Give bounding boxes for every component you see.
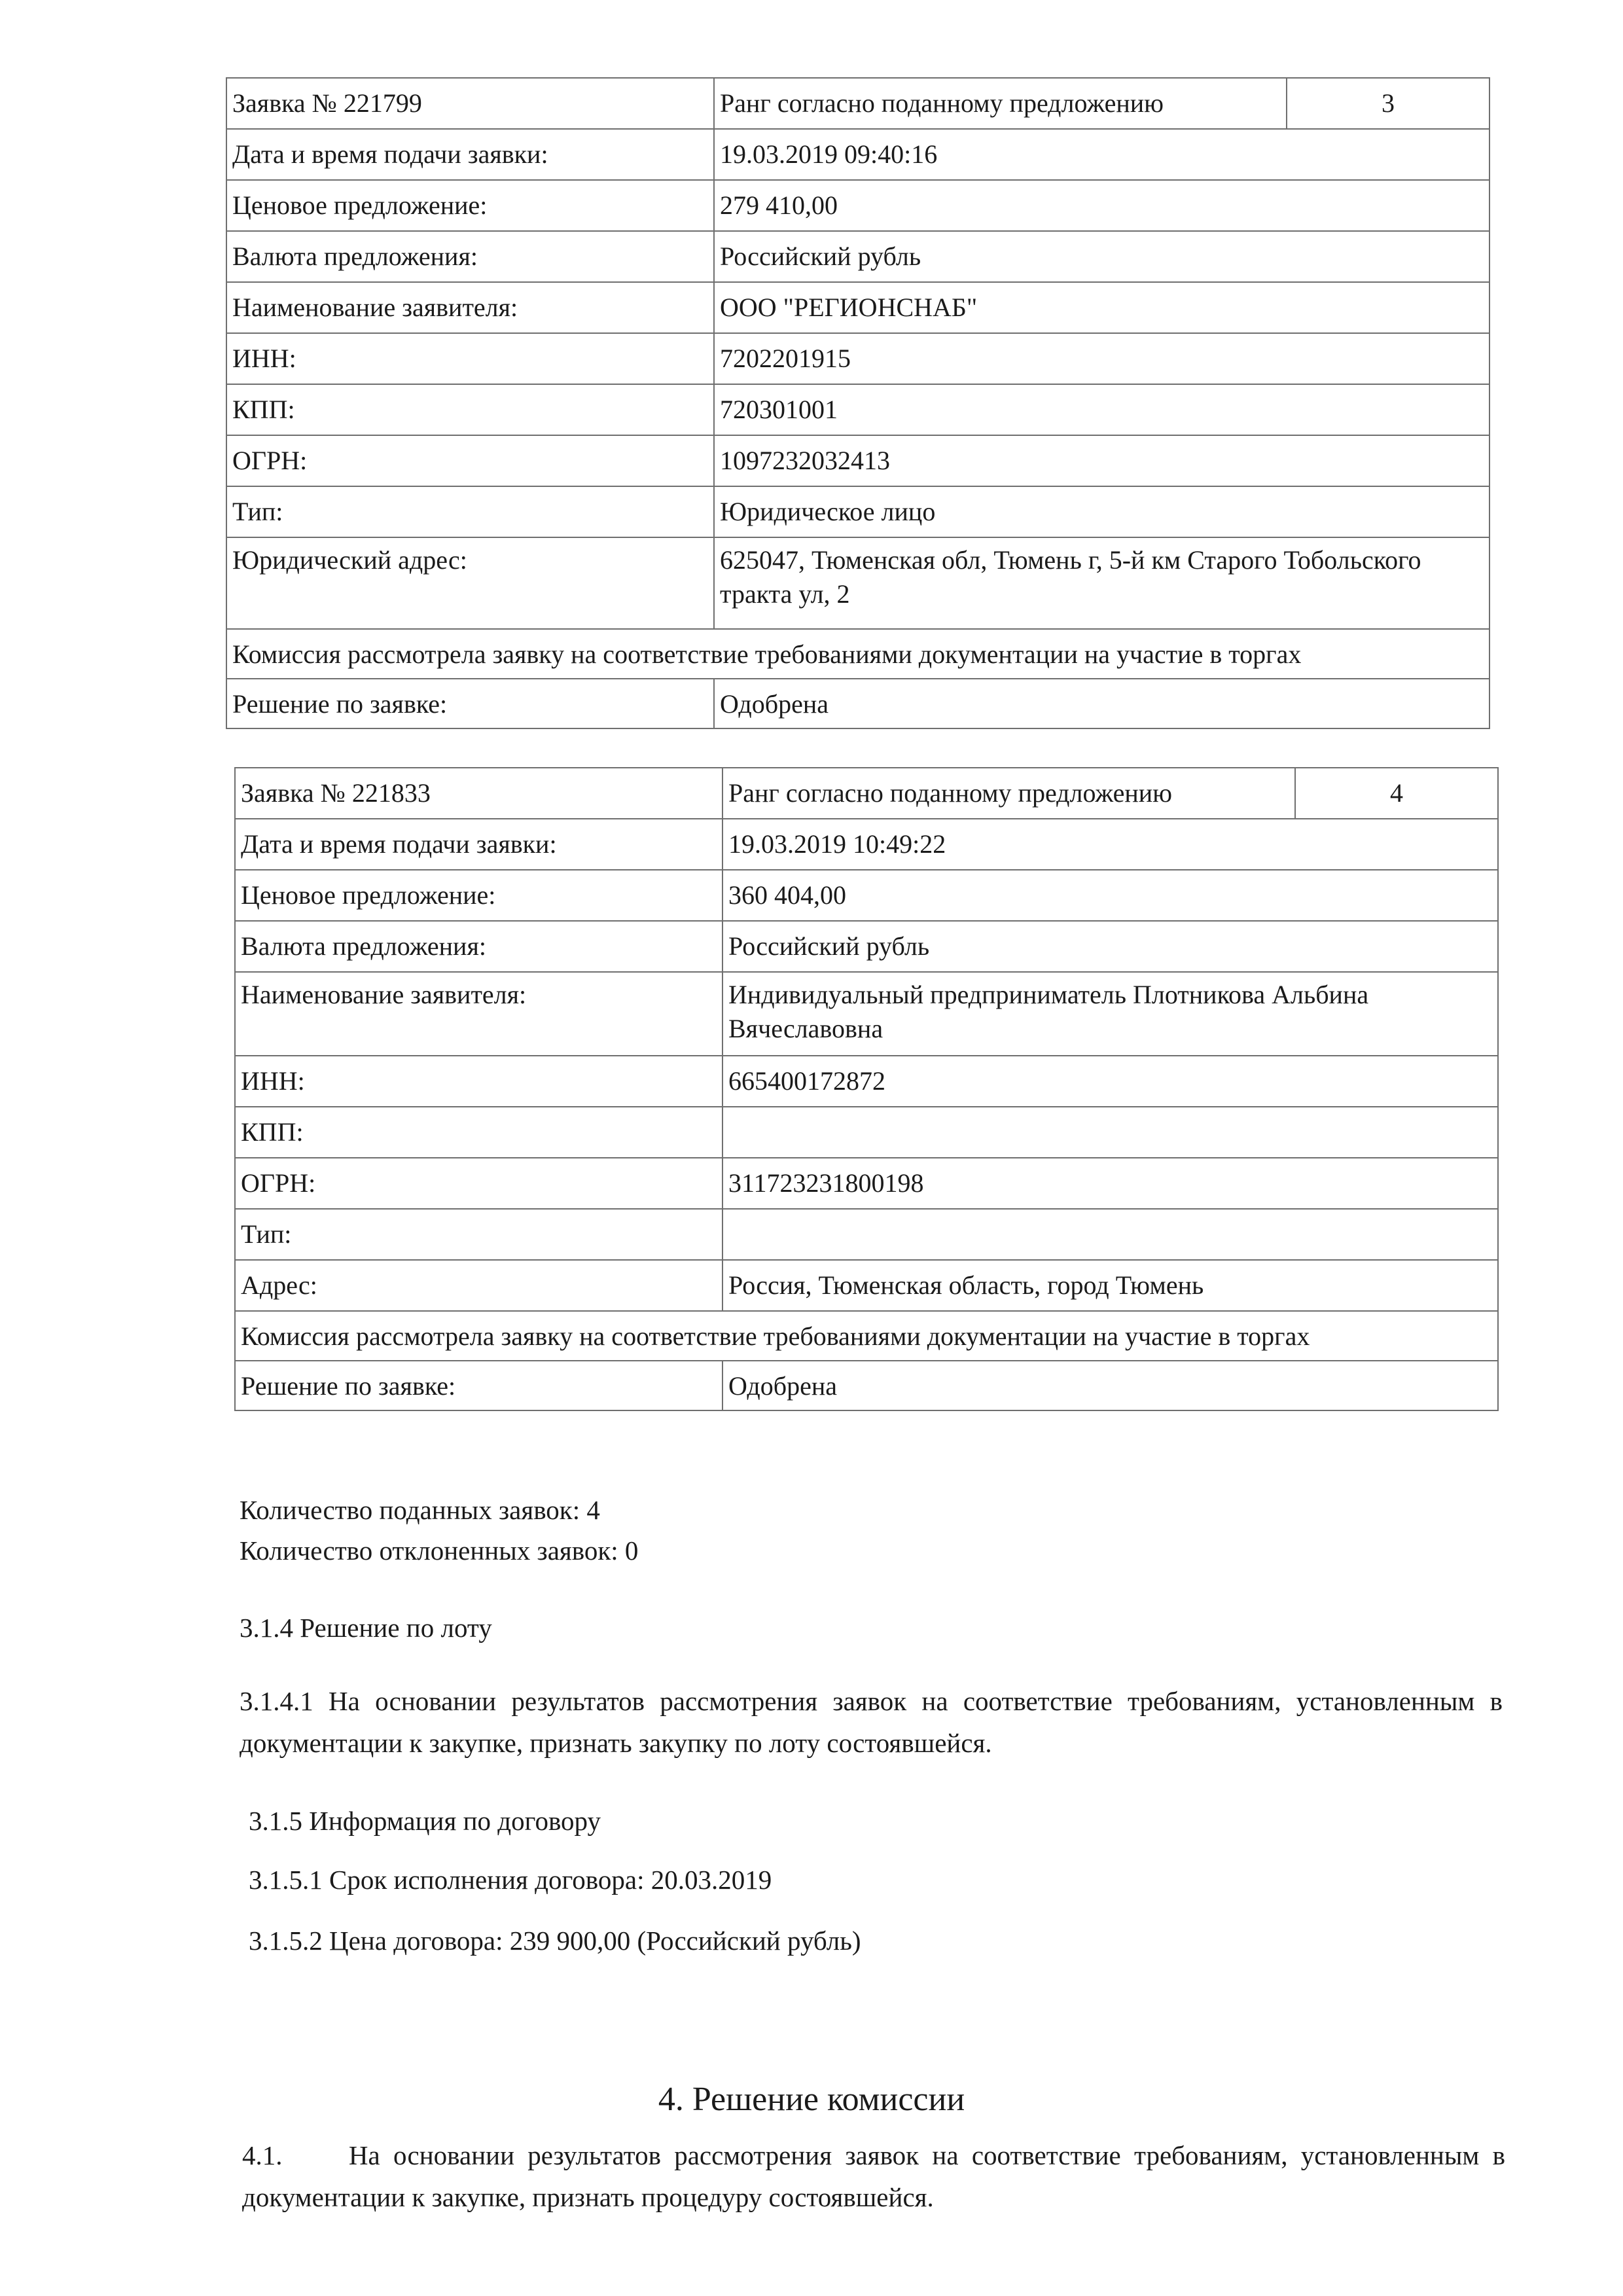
- commission-review-row: [226, 629, 1489, 679]
- row-label: Решение по заявке:: [235, 1361, 722, 1410]
- table-row: [235, 972, 1498, 1056]
- application-header-row: [226, 78, 1489, 129]
- row-label: Наименование заявителя:: [235, 972, 722, 1056]
- row-value: 19.03.2019 09:40:16: [714, 129, 1489, 180]
- commission-heading: 4. Решение комиссии: [658, 2081, 965, 2118]
- commission-decision-text: 4.1. На основании результатов рассмотрения заявок на соответствие требованиям, установленным в документации к закупке, признать процедуру состоявшейся.: [242, 2140, 1505, 2212]
- row-value: Юридическое лицо: [714, 486, 1489, 537]
- application-table-221799: [226, 77, 1490, 729]
- contract-price: 3.1.5.2 Цена договора: 239 900,00 (Российский рубль): [249, 1926, 861, 1956]
- lot-decision-text: 3.1.4.1 На основании результатов рассмотрения заявок на соответствие требованиям, установленным в документации к закупке, признать закупку по лоту состоявшейся.: [240, 1686, 1503, 1758]
- row-value: 19.03.2019 10:49:22: [722, 819, 1498, 870]
- row-label: ИНН:: [226, 333, 714, 384]
- table-row: [235, 1056, 1498, 1107]
- row-label: Наименование заявителя:: [226, 282, 714, 333]
- row-label: Дата и время подачи заявки:: [235, 819, 722, 870]
- row-value: 720301001: [714, 384, 1489, 435]
- table-row: [226, 435, 1489, 486]
- application-table-221833: [234, 767, 1499, 1411]
- row-label: Решение по заявке:: [226, 679, 714, 728]
- row-value: 311723231800198: [722, 1158, 1498, 1209]
- table-row: [235, 1361, 1498, 1410]
- application-number: Заявка № 221799: [226, 78, 714, 129]
- contract-term: 3.1.5.1 Срок исполнения договора: 20.03.2019: [249, 1865, 772, 1895]
- table-row: [226, 486, 1489, 537]
- row-label: Тип:: [226, 486, 714, 537]
- table-row: [226, 384, 1489, 435]
- table-row: [235, 1260, 1498, 1311]
- row-label: Ценовое предложение:: [235, 870, 722, 921]
- row-label: Адрес:: [235, 1260, 722, 1311]
- row-label: Дата и время подачи заявки:: [226, 129, 714, 180]
- row-value: 360 404,00: [722, 870, 1498, 921]
- application-number: Заявка № 221833: [235, 768, 722, 819]
- row-value: Российский рубль: [722, 921, 1498, 972]
- lot-decision-heading: 3.1.4 Решение по лоту: [240, 1613, 492, 1643]
- rank-label: Ранг согласно поданному предложению: [722, 768, 1295, 819]
- row-value: 7202201915: [714, 333, 1489, 384]
- row-value: Индивидуальный предприниматель Плотникова Альбина Вячеславовна: [722, 972, 1498, 1056]
- row-label: ОГРН:: [235, 1158, 722, 1209]
- table-row: [235, 1209, 1498, 1260]
- row-value: [722, 1107, 1498, 1158]
- row-value: 665400172872: [722, 1056, 1498, 1107]
- row-value: 1097232032413: [714, 435, 1489, 486]
- table-row: [235, 870, 1498, 921]
- table-row: [235, 1107, 1498, 1158]
- row-label: Тип:: [235, 1209, 722, 1260]
- row-value: [722, 1209, 1498, 1260]
- table-row: [235, 921, 1498, 972]
- row-value: 279 410,00: [714, 180, 1489, 231]
- table-row: [226, 679, 1489, 728]
- table-row: [226, 333, 1489, 384]
- row-label: Юридический адрес:: [226, 537, 714, 629]
- row-value: 625047, Тюменская обл, Тюмень г, 5-й км Старого Тобольского тракта ул, 2: [714, 537, 1489, 629]
- row-value: Российский рубль: [714, 231, 1489, 282]
- table-row: [235, 1158, 1498, 1209]
- commission-review-row: [235, 1311, 1498, 1361]
- row-label: ОГРН:: [226, 435, 714, 486]
- row-value: Россия, Тюменская область, город Тюмень: [722, 1260, 1498, 1311]
- decision-value: Одобрена: [714, 679, 1489, 728]
- table-row: [235, 819, 1498, 870]
- rank-value: 3: [1287, 78, 1489, 129]
- commission-review-text: Комиссия рассмотрела заявку на соответствие требованиями документации на участие в торгах: [235, 1311, 1498, 1361]
- commission-review-text: Комиссия рассмотрела заявку на соответствие требованиями документации на участие в торгах: [226, 629, 1489, 679]
- row-label: Ценовое предложение:: [226, 180, 714, 231]
- rank-label: Ранг согласно поданному предложению: [714, 78, 1287, 129]
- rank-value: 4: [1295, 768, 1498, 819]
- application-header-row: [235, 768, 1498, 819]
- table-row: [226, 231, 1489, 282]
- row-label: Валюта предложения:: [226, 231, 714, 282]
- table-row: [226, 180, 1489, 231]
- row-value: ООО "РЕГИОНСНАБ": [714, 282, 1489, 333]
- table-row: [226, 537, 1489, 629]
- contract-heading: 3.1.5 Информация по договору: [249, 1806, 601, 1836]
- table-row: [226, 282, 1489, 333]
- row-label: КПП:: [226, 384, 714, 435]
- row-label: Валюта предложения:: [235, 921, 722, 972]
- row-label: ИНН:: [235, 1056, 722, 1107]
- rejected-count: Количество отклоненных заявок: 0: [240, 1535, 639, 1566]
- submitted-count: Количество поданных заявок: 4: [240, 1495, 600, 1525]
- row-label: КПП:: [235, 1107, 722, 1158]
- decision-value: Одобрена: [722, 1361, 1498, 1410]
- table-row: [226, 129, 1489, 180]
